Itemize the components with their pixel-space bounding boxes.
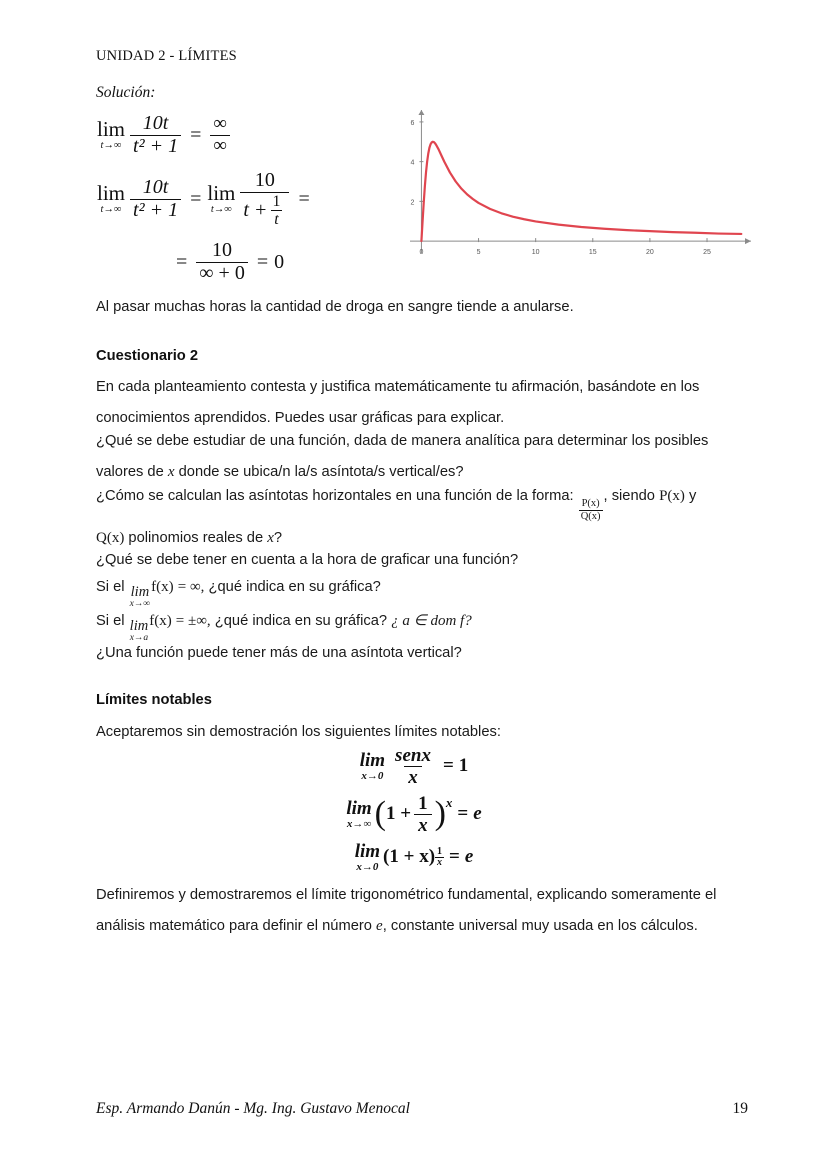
fraction-senx-over-x: $\frac{\text{senx}}{x}$ xyxy=(395,745,431,789)
running-head: UNIDAD 2 - LÍMITES xyxy=(96,48,237,64)
trailing-equals-sign: = xyxy=(298,187,310,210)
question-5-domain-condition: ¿ a ∈ dom f? xyxy=(391,613,472,629)
open-paren: ( xyxy=(374,795,386,833)
notable-limit-e-definition-infinity xyxy=(0,793,828,837)
lim-operator: lim t→∞ xyxy=(97,180,126,215)
variable-x: x xyxy=(167,464,175,480)
paragraph-aceptaremos: Aceptaremos sin demostración los siguientes límites notables: xyxy=(96,724,501,740)
fraction-10-over-t-plus-1-over-t: 10 t + $\frac{1}{t}$ xyxy=(240,170,289,228)
close-paren: ) xyxy=(434,795,446,833)
equals-sign: = xyxy=(190,187,202,210)
question-3: ¿Qué se debe tener en cuenta a la hora de graficar una función? xyxy=(96,552,519,568)
svg-text:15: 15 xyxy=(588,249,597,257)
svg-text:10: 10 xyxy=(531,249,540,257)
lim-operator: lim x→0 xyxy=(354,841,381,873)
base-1-plus-x: (1 + x) xyxy=(383,845,436,867)
svg-text:25: 25 xyxy=(703,249,711,257)
svg-text:0: 0 xyxy=(419,249,424,257)
paragraph-definiremos-text-b: , constante universal muy usada en los cálculos. xyxy=(382,918,698,934)
result-value-e: e xyxy=(473,803,482,825)
plot-svg xyxy=(378,100,753,275)
variable-x: x xyxy=(267,529,274,546)
equals-sign: = xyxy=(190,123,202,146)
lim-operator: lim x→∞ xyxy=(346,798,372,831)
base-lead: 1 + xyxy=(386,803,412,825)
footer-page-number: 19 xyxy=(732,1100,748,1117)
curve-10t-over-t2plus1 xyxy=(421,142,741,241)
polynomial-q-of-x: Q(x) xyxy=(96,529,125,546)
result-value-e: e xyxy=(464,845,474,867)
result-value: 1 xyxy=(458,755,469,777)
svg-text:6: 6 xyxy=(410,119,415,127)
equals-sign: = xyxy=(256,250,269,273)
paragraph-definiremos-text-a: Definiremos y demostraremos el límite trigonométrico fundamental, explicando someramente el análisis matemático para definir el número xyxy=(96,887,717,934)
exponent-fraction-1-over-x: $\frac{1}{x}$ xyxy=(437,845,443,869)
fraction-px-over-qx: $\frac{P(x)}{Q(x)}$ xyxy=(580,498,601,522)
denominator-lead: t + xyxy=(243,198,268,221)
equation-limit-result xyxy=(170,240,284,284)
notable-limit-senx-over-x xyxy=(0,745,828,789)
polynomial-p-of-x: P(x) xyxy=(659,488,685,504)
question-2-text-c: polinomios reales de xyxy=(128,529,264,546)
fraction-1-over-t: $\frac{1}{t}$ xyxy=(272,192,281,228)
svg-text:20: 20 xyxy=(645,249,654,257)
svg-text:2: 2 xyxy=(410,199,415,207)
question-2-text-d: ? xyxy=(273,529,283,546)
question-6: ¿Una función puede tener más de una asíntota vertical? xyxy=(96,645,462,661)
equation-limit-indeterminate xyxy=(97,113,233,157)
question-1 xyxy=(96,426,748,488)
footer-authors: Esp. Armando Danún - Mg. Ing. Gustavo Menocal xyxy=(96,1100,410,1117)
exponent-x: x xyxy=(445,795,453,811)
function-f-of-x: f(x) xyxy=(151,579,174,595)
constant-e: e xyxy=(376,918,383,934)
solution-label: Solución: xyxy=(96,84,156,101)
heading-limites-notables: Límites notables xyxy=(96,692,212,708)
fraction-1-over-x: $\frac{1}{x}$ xyxy=(414,793,432,837)
question-2-text-a: ¿Cómo se calculan las asíntotas horizontales en una función de la forma: xyxy=(96,488,574,504)
plot-axes xyxy=(410,110,751,253)
inline-lim-x-to-a: lim x→a xyxy=(129,618,149,643)
question-4-text-a: Si el xyxy=(96,579,125,595)
lim-operator: lim x→0 xyxy=(359,750,386,783)
paragraph-intro: En cada planteamiento contesta y justifica matemáticamente tu afirmación, basándote en los conocimientos aprendidos. Puedes usar gráficas para explicar. xyxy=(96,379,700,426)
notable-limit-e-definition-zero xyxy=(0,842,828,873)
paragraph-droga: Al pasar muchas horas la cantidad de droga en sangre tiende a anularse. xyxy=(96,299,574,315)
leading-equals-sign: = xyxy=(176,250,188,273)
question-4 xyxy=(96,572,748,609)
question-2 xyxy=(96,481,748,554)
inline-lim-x-to-infinity: lim x→∞ xyxy=(129,584,151,609)
question-1-text-a: ¿Qué se debe estudiar de una función, dada de manera analítica para determinar los posibles valores de xyxy=(96,433,709,480)
lim-operator: lim t→∞ xyxy=(97,116,126,151)
fraction-10t-over-t2plus1: $\frac{10t}{\text{t² + 1}}$ xyxy=(130,113,181,157)
question-5-text-a: Si el xyxy=(96,613,125,629)
function-f-of-x: f(x) xyxy=(149,613,172,629)
fraction-10-over-infinity-plus-0: $\frac{10}{\infty + 0}$ xyxy=(196,240,248,284)
question-4-text-b: ¿qué indica en su gráfica? xyxy=(208,579,381,595)
question-5-equality: = ±∞, xyxy=(175,613,211,629)
question-1-text-b: donde se ubica/n la/s asíntota/s vertical/es? xyxy=(178,464,464,480)
fraction-infinity-over-infinity: $\frac{\infty}{\infty}$ xyxy=(210,114,230,156)
svg-text:5: 5 xyxy=(476,249,481,257)
lim-operator-second: lim t→∞ xyxy=(207,180,236,215)
question-2-conjunction: y xyxy=(689,488,697,504)
svg-text:4: 4 xyxy=(410,159,415,167)
equals-sign: = xyxy=(457,803,469,825)
fraction-10t-over-t2plus1: $\frac{10t}{\text{t² + 1}}$ xyxy=(130,177,181,221)
equals-sign: = xyxy=(442,755,454,777)
equation-limit-divided xyxy=(97,170,316,228)
plot-tick-labels xyxy=(411,120,711,256)
limit-result-value: 0 xyxy=(274,250,285,273)
question-5-text-b: ¿qué indica en su gráfica? xyxy=(214,613,388,629)
question-4-equality: = ∞, xyxy=(177,579,205,595)
paragraph-definiremos xyxy=(96,880,756,942)
equals-sign: = xyxy=(449,845,460,867)
question-2-text-b: , siendo xyxy=(603,488,655,504)
heading-cuestionario-2: Cuestionario 2 xyxy=(96,348,199,364)
function-plot xyxy=(378,100,753,275)
